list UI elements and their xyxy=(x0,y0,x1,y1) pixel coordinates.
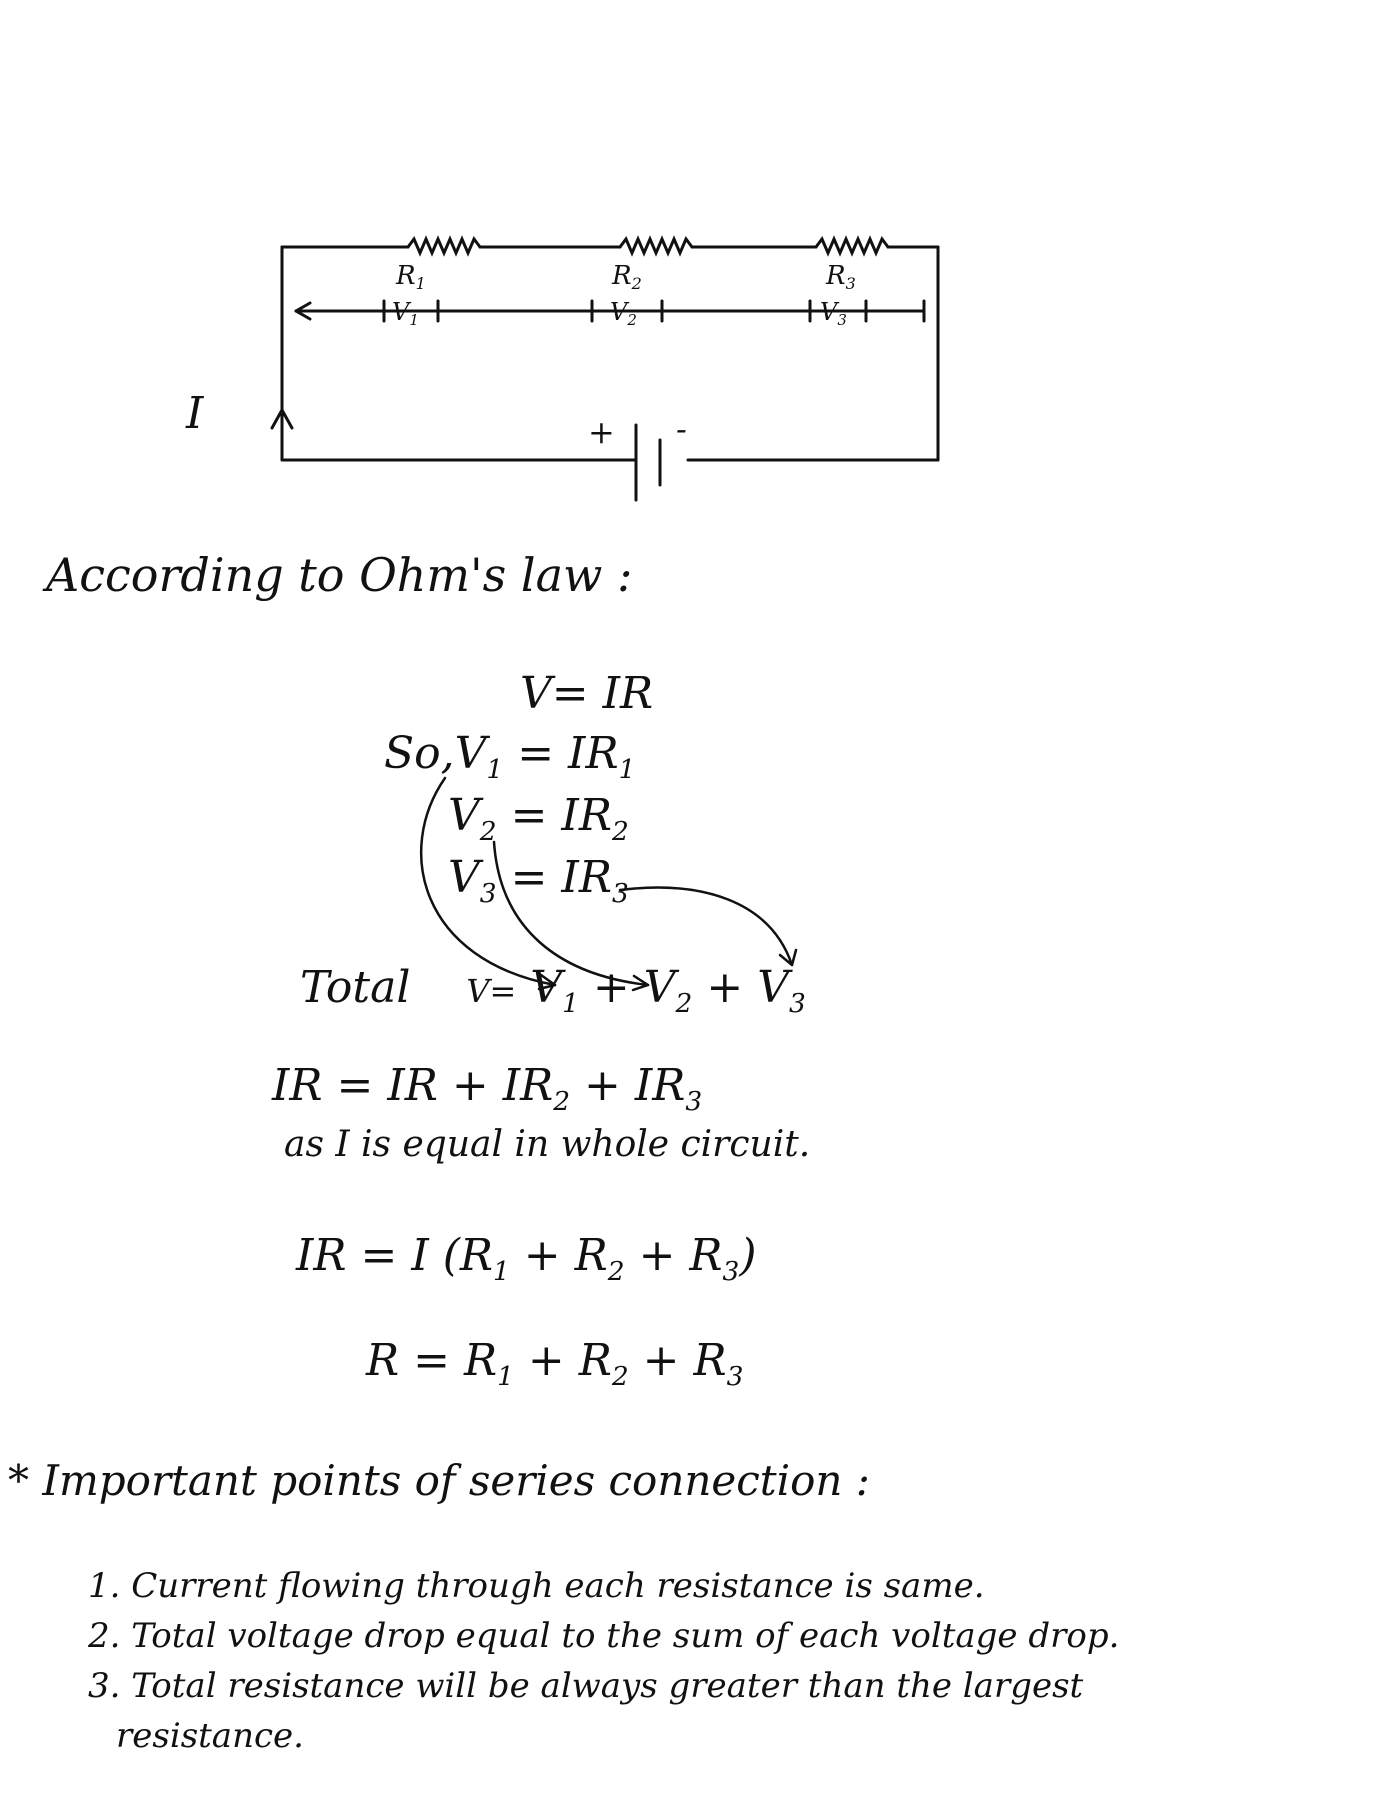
resistor-r1-zigzag xyxy=(408,239,480,253)
resistor-r1-label: R1 xyxy=(396,261,426,293)
derivation-line-1: IR = IR + $IR_2 + IR_3$ xyxy=(272,1060,703,1117)
equation-v2: $V_2 = IR_2$ xyxy=(448,790,629,847)
resistor-r2-zigzag xyxy=(620,239,692,253)
ohms-law-formula: V= IR xyxy=(520,668,654,719)
equation-v1: $So,V_1 = IR_1$ xyxy=(384,728,636,785)
series-circuit-diagram xyxy=(0,0,1393,560)
battery-minus-sign: - xyxy=(676,410,687,448)
resistor-r3-label: R3 xyxy=(826,261,856,293)
point-2: 2. Total voltage drop equal to the sum of each voltage drop. xyxy=(88,1616,1120,1656)
resistor-r2-label: R2 xyxy=(612,261,642,293)
important-points-heading: * Important points of series connection : xyxy=(8,1456,870,1505)
voltage-v2-label: $V_2$ xyxy=(610,298,637,329)
so-prefix: So, xyxy=(384,728,455,779)
current-label: I xyxy=(186,388,204,439)
battery-plus-sign: + xyxy=(588,413,615,451)
resistor-r3-zigzag xyxy=(816,239,888,253)
voltage-v1-label: $V_1$ xyxy=(392,298,419,329)
voltage-v3-label: $V_3$ xyxy=(820,298,847,329)
equation-v3: $V_3 = IR_3$ xyxy=(448,852,629,909)
point-3-continuation: resistance. xyxy=(116,1716,304,1756)
ohms-law-heading: According to Ohm's law : xyxy=(46,548,633,602)
derivation-line-3: IR = I $(R_1 + R_2 + R_3)$ xyxy=(296,1230,757,1287)
derivation-line-4: $R = R_1 + R_2 + R_3$ xyxy=(366,1335,744,1392)
point-3: 3. Total resistance will be always greater than the largest xyxy=(88,1666,1084,1706)
derivation-line-2: as I is equal in whole circuit. xyxy=(284,1124,811,1165)
point-1: 1. Current flowing through each resistance is same. xyxy=(88,1566,985,1606)
total-equation: Total $V= V_1 + V_2 + V_3$ xyxy=(300,962,806,1019)
arrow-v3-to-total xyxy=(620,888,792,965)
total-label: Total xyxy=(300,962,411,1013)
